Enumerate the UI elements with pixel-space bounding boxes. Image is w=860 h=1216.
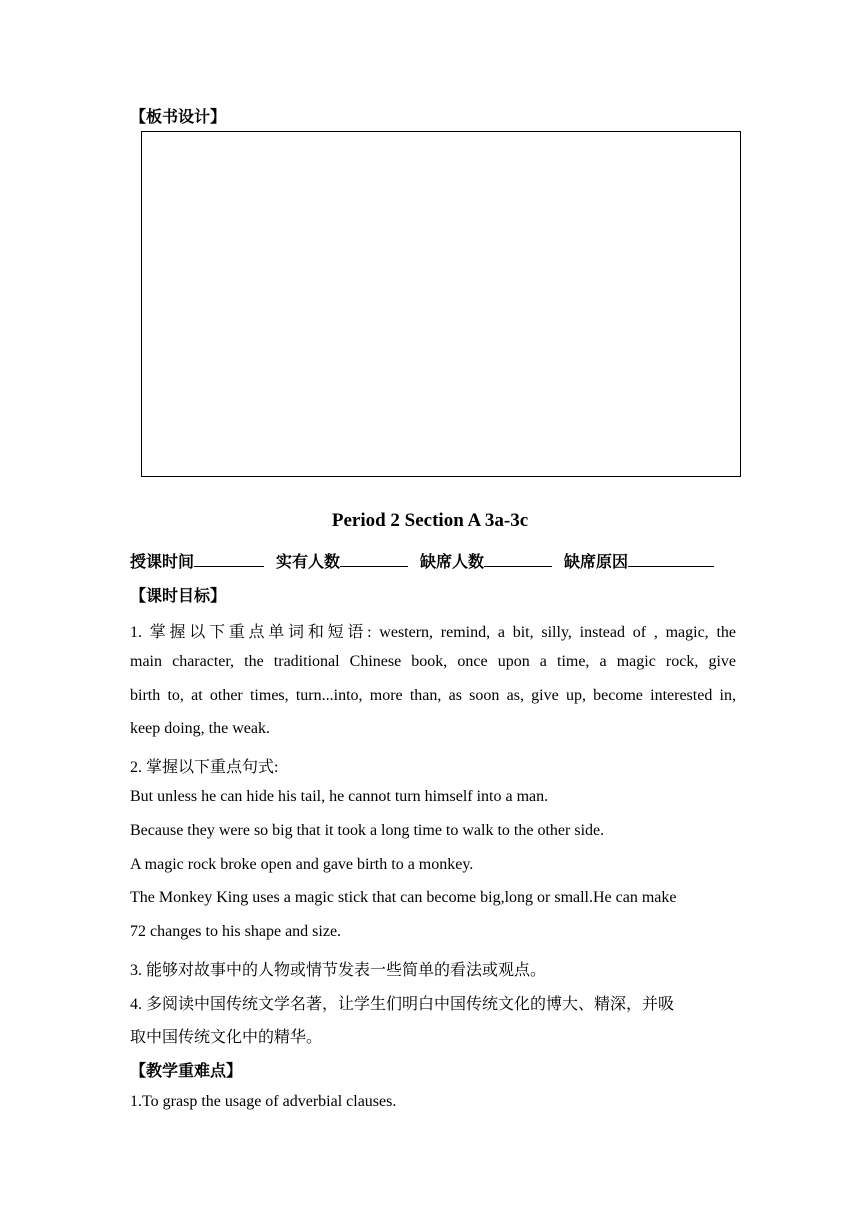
key-point-1: 1.To grasp the usage of adverbial clauses. xyxy=(130,1093,397,1110)
present-label: 实有人数 xyxy=(276,554,341,571)
reason-blank xyxy=(628,551,714,567)
time-blank xyxy=(194,551,264,567)
objective-1-line-1: 1. 掌握以下重点单词和短语: western, remind, a bit, silly, instead of , magic, the xyxy=(130,624,736,641)
key-sentence-3: A magic rock broke open and gave birth to a monkey. xyxy=(130,856,474,873)
board-design-heading: 【板书设计】 xyxy=(130,109,227,126)
key-sentence-1: But unless he can hide his tail, he cannot turn himself into a man. xyxy=(130,788,549,805)
objective-1-line-3: birth to, at other times, turn...into, more than, as soon as, give up, become interested in, xyxy=(130,687,736,704)
key-sentence-2: Because they were so big that it took a long time to walk to the other side. xyxy=(130,822,605,839)
attendance-time xyxy=(130,549,264,572)
board-design-box xyxy=(141,131,741,477)
key-sentence-4-line-2: 72 changes to his shape and size. xyxy=(130,923,342,940)
objective-2: 2. 掌握以下重点句式: xyxy=(130,759,279,776)
attendance-reason xyxy=(564,549,714,572)
objective-1-line-4: keep doing, the weak. xyxy=(130,720,270,737)
key-sentence-4-line-1: The Monkey King uses a magic stick that can become big,long or small.He can make xyxy=(130,889,677,906)
attendance-present xyxy=(276,549,408,572)
attendance-absent xyxy=(420,549,552,572)
objective-3: 3. 能够对故事中的人物或情节发表一些简单的看法或观点。 xyxy=(130,962,547,979)
objectives-heading: 【课时目标】 xyxy=(130,588,227,605)
time-label: 授课时间 xyxy=(130,554,195,571)
absent-label: 缺席人数 xyxy=(420,554,485,571)
objective-4-line-2: 取中国传统文化中的精华。 xyxy=(130,1029,323,1046)
key-points-heading: 【教学重难点】 xyxy=(130,1063,243,1080)
period-title: Period 2 Section A 3a-3c xyxy=(331,510,529,531)
objective-1-line-2: main character, the traditional Chinese book, once upon a time, a magic rock, give xyxy=(130,653,736,670)
reason-label: 缺席原因 xyxy=(564,554,629,571)
attendance-row xyxy=(130,549,722,572)
absent-blank xyxy=(484,551,552,567)
present-blank xyxy=(340,551,408,567)
objective-4-line-1: 4. 多阅读中国传统文学名著，让学生们明白中国传统文化的博大、精深，并吸 xyxy=(130,996,675,1013)
